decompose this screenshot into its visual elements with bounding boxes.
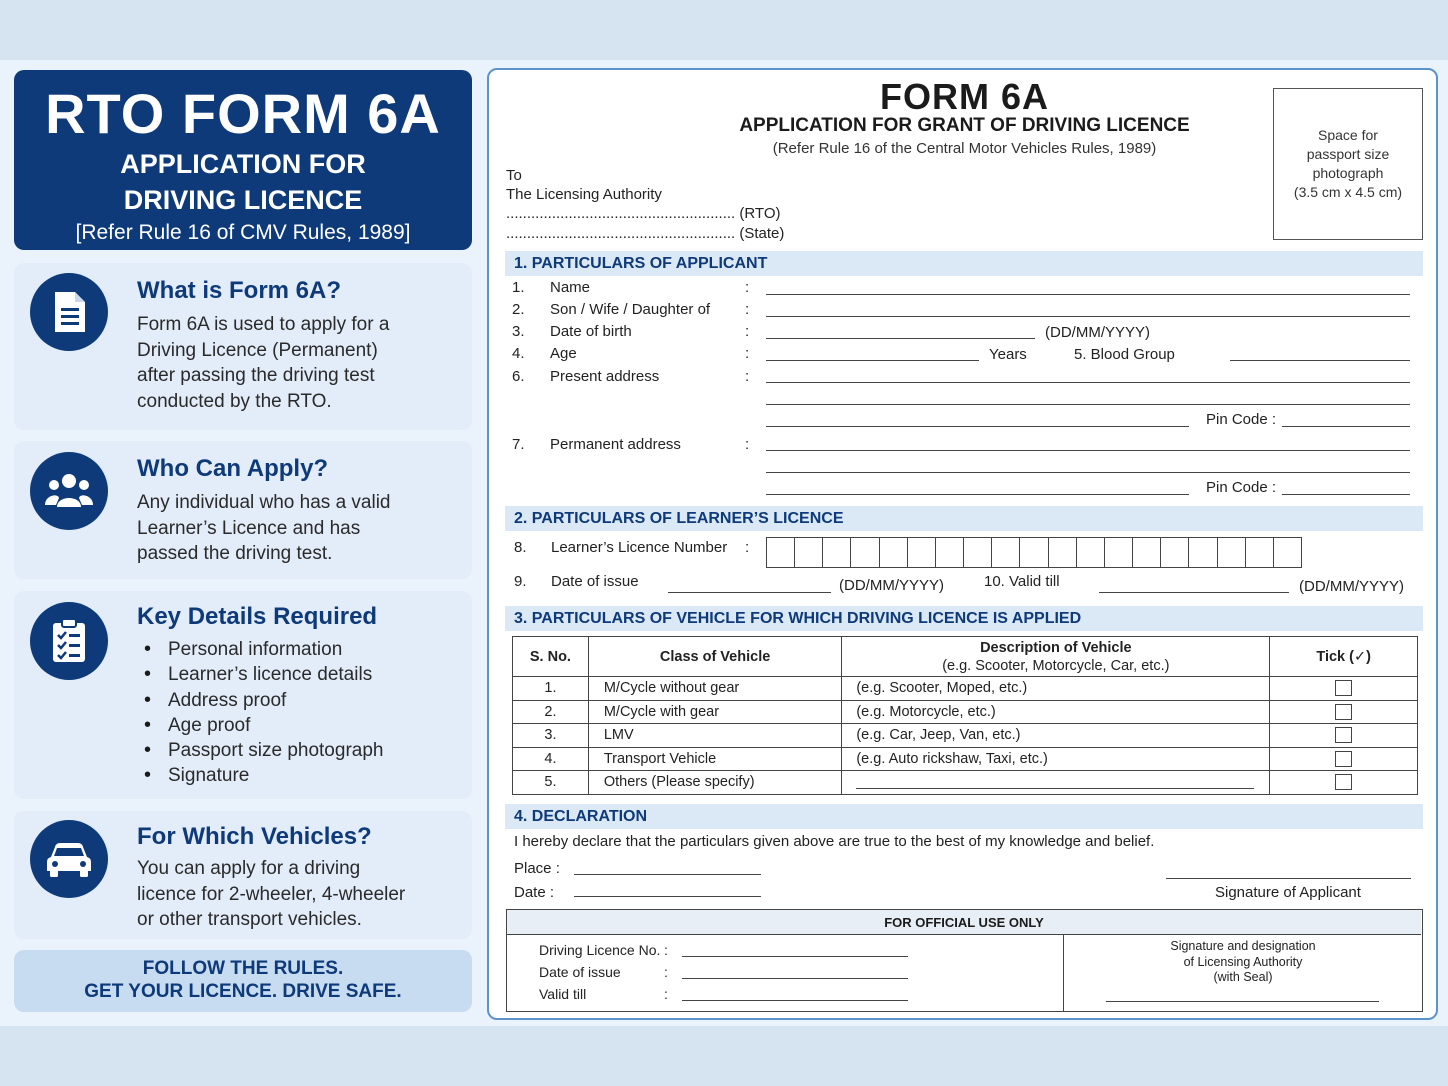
table-row: 1. M/Cycle without gear (e.g. Scooter, Moped, etc.)	[513, 677, 1418, 701]
field-number: 3.	[512, 323, 525, 340]
tick-checkbox[interactable]	[1335, 704, 1352, 720]
licence-number-boxes[interactable]	[766, 537, 1302, 568]
section-4-heading: 4. DECLARATION	[505, 804, 1423, 829]
field-number: 7.	[512, 436, 525, 453]
field-number: 4.	[512, 345, 525, 362]
colon: :	[745, 345, 750, 362]
pin-code-label: Pin Code :	[1206, 479, 1277, 496]
field-number: 1.	[512, 279, 525, 296]
date-format: (DD/MM/YYYY)	[839, 577, 944, 594]
blood-group-field[interactable]	[1230, 360, 1410, 361]
authority-signature-line[interactable]	[1106, 1001, 1379, 1002]
date-field[interactable]	[574, 896, 761, 897]
car-icon	[30, 820, 108, 898]
list-item: • Address proof	[144, 688, 383, 713]
key-details-list	[144, 637, 383, 789]
column-header: S. No.	[513, 637, 589, 677]
blood-group-label: 5. Blood Group	[1074, 346, 1175, 363]
form-subtitle: APPLICATION FOR GRANT OF DRIVING LICENCE	[739, 115, 1190, 136]
photo-box[interactable]: Space for passport size photograph (3.5 cm x 4.5 cm)	[1273, 88, 1423, 240]
card-title: For Which Vehicles?	[137, 823, 372, 850]
column-header: Tick (✓)	[1270, 637, 1418, 677]
tick-checkbox[interactable]	[1335, 774, 1352, 790]
name-label: Name	[550, 279, 591, 296]
tick-checkbox[interactable]	[1335, 727, 1352, 743]
authority-signature-caption: Signature and designation of Licensing Authority (with Seal)	[1170, 939, 1316, 984]
dob-label: Date of birth	[550, 323, 632, 340]
to-label: To	[506, 167, 522, 184]
official-valid-till-field[interactable]	[682, 1000, 908, 1001]
card-text: You can apply for a driving licence for 2-wheeler, 4-wheeler or other transport vehicles.	[137, 858, 406, 930]
list-item: • Signature	[144, 763, 383, 788]
present-pin-code-field[interactable]	[1282, 426, 1410, 427]
section-2-heading: 2. PARTICULARS OF LEARNER’S LICENCE	[505, 506, 1423, 531]
footer-line: GET YOUR LICENCE. DRIVE SAFE.	[84, 981, 402, 1002]
declaration-text: I hereby declare that the particulars given above are true to the best of my knowledge and belief.	[514, 833, 1155, 850]
date-format: (DD/MM/YYYY)	[1299, 578, 1404, 595]
official-valid-till-label: Valid till	[539, 986, 587, 1002]
form-reference: (Refer Rule 16 of the Central Motor Vehicles Rules, 1989)	[772, 140, 1157, 157]
authority-label: The Licensing Authority	[506, 186, 662, 203]
card-key-details	[14, 591, 472, 799]
list-item: • Age proof	[144, 713, 383, 738]
card-who-can-apply	[14, 441, 472, 579]
colon: :	[745, 279, 750, 296]
age-label: Age	[550, 345, 577, 362]
list-item: • Learner’s licence details	[144, 662, 383, 687]
colon: :	[745, 301, 750, 318]
hero-title: RTO FORM 6A	[45, 82, 441, 145]
present-address-line-2[interactable]	[766, 404, 1410, 405]
place-field[interactable]	[574, 874, 761, 875]
dob-field[interactable]	[766, 338, 1035, 339]
hero-banner	[14, 70, 472, 250]
date-of-issue-field[interactable]	[668, 592, 831, 593]
permanent-address-label: Permanent address	[550, 436, 681, 453]
card-title: Who Can Apply?	[137, 455, 329, 482]
group-icon	[30, 452, 108, 530]
permanent-pin-code-field[interactable]	[1282, 494, 1410, 495]
official-use-box	[506, 909, 1423, 1012]
dl-number-label: Driving Licence No.	[539, 942, 661, 958]
tick-checkbox[interactable]	[1335, 751, 1352, 767]
column-header: Description of Vehicle (e.g. Scooter, Motorcycle, Car, etc.)	[842, 637, 1270, 677]
field-number: 2.	[512, 301, 525, 318]
permanent-address-line-2[interactable]	[766, 472, 1410, 473]
field-number: 8.	[514, 539, 527, 556]
colon: :	[745, 539, 750, 556]
footer-line: FOLLOW THE RULES.	[142, 958, 344, 979]
field-number: 9.	[514, 573, 527, 590]
place-label: Place :	[514, 860, 560, 877]
state-field[interactable]: ....................................................... (State)	[506, 225, 785, 242]
relation-label: Son / Wife / Daughter of	[550, 301, 711, 318]
card-which-vehicles	[14, 811, 472, 939]
colon: :	[745, 436, 750, 453]
colon: :	[664, 986, 668, 1002]
dl-number-field[interactable]	[682, 956, 908, 957]
rto-field[interactable]: ....................................................... (RTO)	[506, 205, 781, 222]
relation-field[interactable]	[766, 316, 1410, 317]
valid-till-field[interactable]	[1099, 592, 1289, 593]
table-header-row	[513, 637, 1418, 677]
dob-format: (DD/MM/YYYY)	[1045, 324, 1150, 341]
official-date-issue-label: Date of issue	[539, 964, 621, 980]
age-field[interactable]	[766, 360, 979, 361]
card-title: What is Form 6A?	[137, 277, 342, 304]
present-address-line-1[interactable]	[766, 382, 1410, 383]
official-date-issue-field[interactable]	[682, 978, 908, 979]
tick-checkbox[interactable]	[1335, 680, 1352, 696]
list-item: • Passport size photograph	[144, 738, 383, 763]
date-label: Date :	[514, 884, 555, 901]
hero-subtitle-2: DRIVING LICENCE	[123, 185, 363, 215]
signature-label: Signature of Applicant	[1215, 884, 1361, 901]
form-title: FORM 6A	[880, 76, 1049, 117]
permanent-address-line-3[interactable]	[766, 494, 1189, 495]
permanent-address-line-1[interactable]	[766, 450, 1410, 451]
present-address-line-3[interactable]	[766, 426, 1189, 427]
colon: :	[664, 964, 668, 980]
valid-till-label: 10. Valid till	[984, 573, 1060, 590]
colon: :	[745, 323, 750, 340]
pin-code-label: Pin Code :	[1206, 411, 1277, 428]
card-text: Any individual who has a valid Learner’s Licence and has passed the driving test.	[137, 492, 391, 564]
licence-number-label: Learner’s Licence Number	[551, 539, 728, 556]
checklist-icon	[30, 602, 108, 680]
others-specify-field[interactable]	[856, 775, 1254, 789]
table-row: 3. LMV (e.g. Car, Jeep, Van, etc.)	[513, 724, 1418, 748]
hero-subtitle-1: APPLICATION FOR	[120, 149, 366, 179]
card-title: Key Details Required	[137, 603, 378, 630]
section-1-heading: 1. PARTICULARS OF APPLICANT	[505, 251, 1423, 276]
official-heading: FOR OFFICIAL USE ONLY	[507, 910, 1421, 935]
name-field[interactable]	[766, 294, 1410, 295]
colon: :	[664, 942, 668, 958]
card-what-is-form	[14, 263, 472, 430]
years-label: Years	[989, 346, 1027, 363]
column-header: Class of Vehicle	[588, 637, 842, 677]
table-row: 5. Others (Please specify)	[513, 771, 1418, 795]
hero-reference: [Refer Rule 16 of CMV Rules, 1989]	[75, 221, 411, 244]
list-item: • Personal information	[144, 637, 383, 662]
card-text: Form 6A is used to apply for a Driving Licence (Permanent) after passing the driving test conducted by the RTO.	[137, 314, 390, 412]
table-row: 4. Transport Vehicle (e.g. Auto rickshaw, Taxi, etc.)	[513, 747, 1418, 771]
form-6a	[487, 68, 1438, 1020]
signature-line[interactable]	[1166, 878, 1411, 879]
section-3-heading: 3. PARTICULARS OF VEHICLE FOR WHICH DRIVING LICENCE IS APPLIED	[505, 606, 1423, 631]
present-address-label: Present address	[550, 368, 660, 385]
table-row: 2. M/Cycle with gear (e.g. Motorcycle, etc.)	[513, 700, 1418, 724]
vehicle-table	[512, 636, 1418, 795]
document-icon	[30, 273, 108, 351]
footer-banner	[14, 950, 472, 1012]
colon: :	[745, 368, 750, 385]
field-number: 6.	[512, 368, 525, 385]
date-of-issue-label: Date of issue	[551, 573, 639, 590]
